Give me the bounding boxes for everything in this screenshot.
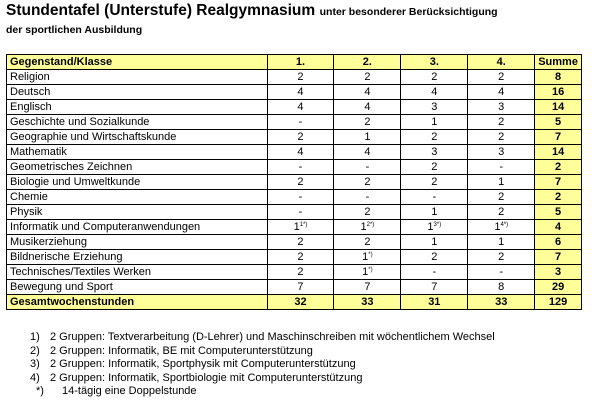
hours-class-1 [267, 190, 334, 205]
table-row [7, 160, 582, 175]
hours-value: 2 [431, 176, 438, 188]
hours-class-1 [267, 235, 334, 250]
subject-cell: Geschichte und Sozialkunde [7, 115, 268, 130]
hours-class-3 [401, 250, 468, 265]
hours-class-4 [468, 250, 535, 265]
table-row [7, 190, 582, 205]
sum-cell: 29 [535, 280, 582, 295]
hours-value: - [432, 191, 437, 203]
document-title [6, 2, 606, 39]
sum-cell: 14 [535, 100, 582, 115]
hours-value: 4 [297, 146, 304, 158]
footnote-number: 3) [30, 358, 40, 371]
hours-class-4 [468, 205, 535, 220]
subject-cell: Technisches/Textiles Werken [7, 265, 268, 280]
title-main: Stundentafel (Unterstufe) Realgymnasium [6, 2, 316, 19]
hours-class-2 [334, 100, 401, 115]
hours-value: 1 [364, 131, 371, 143]
table-row [7, 145, 582, 160]
hours-value: 1 [498, 236, 505, 248]
header-class-1: 1. [267, 55, 334, 70]
hours-class-1 [267, 265, 334, 280]
hours-value: - [432, 266, 437, 278]
hours-value: 1 [431, 236, 438, 248]
hours-value: 1 [494, 221, 501, 233]
hours-value: - [365, 161, 370, 173]
hours-value: 2 [297, 236, 304, 248]
hours-value: 2 [364, 176, 371, 188]
title-subtitle-inline: unter besonderer Berücksichtigung [319, 6, 498, 18]
hours-class-3 [401, 160, 468, 175]
hours-value: 3 [431, 101, 438, 113]
hours-class-2 [334, 190, 401, 205]
hours-class-1 [267, 70, 334, 85]
footnote-marker: 4*) [500, 222, 509, 228]
hours-value: 3 [498, 101, 505, 113]
hours-value: 7 [431, 281, 438, 293]
hours-class-2 [334, 250, 401, 265]
hours-value: 2 [297, 176, 304, 188]
hours-value: - [499, 266, 504, 278]
hours-value: 3 [431, 146, 438, 158]
hours-class-1 [267, 100, 334, 115]
hours-class-2 [334, 70, 401, 85]
subject-cell: Mathematik [7, 145, 268, 160]
hours-value: 2 [498, 116, 505, 128]
hours-class-1 [267, 175, 334, 190]
hours-class-4 [468, 280, 535, 295]
hours-value: 2 [364, 71, 371, 83]
hours-value: 2 [498, 71, 505, 83]
footnote-text: 2 Gruppen: Informatik, Sportbiologie mit Computerunterstützung [50, 371, 363, 384]
header-subject: Gegenstand/Klasse [7, 55, 268, 70]
hours-value: 2 [498, 131, 505, 143]
hours-class-2 [334, 280, 401, 295]
subject-cell: Bewegung und Sport [7, 280, 268, 295]
footnotes [30, 331, 495, 399]
hours-class-1 [267, 85, 334, 100]
hours-class-2 [334, 205, 401, 220]
hours-value: 2 [498, 251, 505, 263]
sum-cell: 4 [535, 220, 582, 235]
table-row [7, 280, 582, 295]
footnote-marker: 1*) [299, 222, 308, 228]
hours-value: 4 [431, 86, 438, 98]
table-row [7, 265, 582, 280]
hours-class-3 [401, 220, 468, 235]
hours-class-2 [334, 220, 401, 235]
table-row [7, 70, 582, 85]
hours-value: - [365, 191, 370, 203]
sum-cell: 5 [535, 205, 582, 220]
subject-cell: Chemie [7, 190, 268, 205]
footnote-text: 14-tägig eine Doppelstunde [62, 385, 197, 398]
subject-cell: Religion [7, 70, 268, 85]
hours-value: 2 [431, 251, 438, 263]
header-sum: Summe [535, 55, 582, 70]
subject-cell: Bildnerische Erziehung [7, 250, 268, 265]
hours-value: 2 [498, 191, 505, 203]
hours-value: - [298, 206, 303, 218]
subject-cell: Geometrisches Zeichnen [7, 160, 268, 175]
hours-class-1 [267, 250, 334, 265]
sum-cell: 7 [535, 130, 582, 145]
hours-value: 4 [364, 86, 371, 98]
hours-value: 2 [297, 251, 304, 263]
hours-class-3 [401, 70, 468, 85]
hours-value: 2 [431, 71, 438, 83]
hours-class-2 [334, 85, 401, 100]
hours-class-1 [267, 220, 334, 235]
table-row [7, 130, 582, 145]
footnote-marker: 2*) [366, 222, 375, 228]
footnote-number: 4) [30, 371, 40, 384]
hours-value: 4 [498, 86, 505, 98]
hours-class-4 [468, 115, 535, 130]
subject-cell: Deutsch [7, 85, 268, 100]
hours-value: 4 [297, 86, 304, 98]
hours-value: 4 [364, 101, 371, 113]
hours-class-1 [267, 115, 334, 130]
total-class-4: 33 [468, 295, 535, 310]
hours-class-3 [401, 175, 468, 190]
hours-class-4 [468, 265, 535, 280]
hours-class-1 [267, 145, 334, 160]
sum-cell: 2 [535, 160, 582, 175]
hours-value: 2 [498, 206, 505, 218]
table-row [7, 250, 582, 265]
footnote-text: 2 Gruppen: Informatik, BE mit Computerunterstützung [50, 344, 313, 357]
hours-class-4 [468, 85, 535, 100]
table-row [7, 100, 582, 115]
hours-class-2 [334, 160, 401, 175]
hours-class-4 [468, 235, 535, 250]
hours-class-1 [267, 130, 334, 145]
footnote-number: 1) [30, 331, 40, 343]
sum-cell: 2 [535, 190, 582, 205]
subject-cell: Physik [7, 205, 268, 220]
header-class-3: 3. [401, 55, 468, 70]
hours-value: 2 [431, 161, 438, 173]
table-body [7, 70, 582, 295]
header-class-2: 2. [334, 55, 401, 70]
hours-class-3 [401, 100, 468, 115]
hours-class-3 [401, 130, 468, 145]
hours-value: 1 [498, 176, 505, 188]
sum-cell: 14 [535, 145, 582, 160]
table-header-row [7, 55, 582, 70]
sum-cell: 3 [535, 265, 582, 280]
hours-class-2 [334, 115, 401, 130]
timetable [6, 54, 582, 310]
hours-class-3 [401, 190, 468, 205]
hours-class-3 [401, 265, 468, 280]
footnote [30, 345, 495, 359]
footnote-text: 2 Gruppen: Textverarbeitung (D-Lehrer) und Maschinschreiben mit wöchentlichem Wechsel [50, 331, 495, 343]
total-class-1: 32 [267, 295, 334, 310]
hours-value: 4 [364, 146, 371, 158]
title-subtitle-line2: der sportlichen Ausbildung [6, 24, 143, 37]
footnote-marker: *) [368, 267, 373, 273]
table-row [7, 235, 582, 250]
table-row [7, 175, 582, 190]
sum-cell: 7 [535, 175, 582, 190]
hours-class-2 [334, 145, 401, 160]
total-row [7, 295, 582, 310]
hours-value: 1 [362, 251, 369, 263]
hours-class-3 [401, 85, 468, 100]
hours-class-4 [468, 160, 535, 175]
hours-class-4 [468, 220, 535, 235]
hours-class-4 [468, 175, 535, 190]
subject-cell: Informatik und Computeranwendungen [7, 220, 268, 235]
subject-cell: Biologie und Umweltkunde [7, 175, 268, 190]
sum-cell: 16 [535, 85, 582, 100]
subject-cell: Musikerziehung [7, 235, 268, 250]
total-class-3: 31 [401, 295, 468, 310]
hours-value: 2 [364, 116, 371, 128]
hours-value: 1 [427, 221, 434, 233]
hours-class-4 [468, 100, 535, 115]
hours-value: 3 [498, 146, 505, 158]
hours-value: 2 [297, 71, 304, 83]
hours-class-2 [334, 130, 401, 145]
hours-class-3 [401, 145, 468, 160]
hours-value: 7 [364, 281, 371, 293]
subject-cell: Geographie und Wirtschaftskunde [7, 130, 268, 145]
hours-class-2 [334, 235, 401, 250]
table-row [7, 85, 582, 100]
hours-value: 2 [431, 131, 438, 143]
footnote-marker: 3*) [433, 222, 442, 228]
footnote [30, 331, 495, 345]
hours-value: - [298, 161, 303, 173]
hours-value: 1 [431, 206, 438, 218]
sum-cell: 7 [535, 250, 582, 265]
sum-cell: 8 [535, 70, 582, 85]
hours-class-2 [334, 265, 401, 280]
hours-value: 1 [293, 221, 300, 233]
hours-value: 1 [431, 116, 438, 128]
hours-value: 8 [498, 281, 505, 293]
hours-class-1 [267, 205, 334, 220]
hours-class-4 [468, 130, 535, 145]
hours-class-3 [401, 205, 468, 220]
hours-class-3 [401, 115, 468, 130]
hours-class-4 [468, 190, 535, 205]
hours-value: 1 [360, 221, 367, 233]
hours-value: - [298, 191, 303, 203]
hours-value: 2 [364, 236, 371, 248]
footnote [30, 372, 495, 386]
table-row [7, 220, 582, 235]
header-class-4: 4. [468, 55, 535, 70]
hours-class-1 [267, 160, 334, 175]
footnote-text: 2 Gruppen: Informatik, Sportphysik mit Computerunterstützung [50, 358, 356, 371]
hours-class-4 [468, 70, 535, 85]
total-class-2: 33 [334, 295, 401, 310]
footnote [30, 358, 495, 372]
hours-value: 4 [297, 101, 304, 113]
hours-value: 2 [297, 266, 304, 278]
subject-cell: Englisch [7, 100, 268, 115]
total-sum: 129 [535, 295, 582, 310]
hours-value: 2 [364, 206, 371, 218]
hours-class-3 [401, 235, 468, 250]
hours-class-4 [468, 145, 535, 160]
hours-value: 7 [297, 281, 304, 293]
hours-class-2 [334, 175, 401, 190]
sum-cell: 5 [535, 115, 582, 130]
hours-value: 2 [297, 131, 304, 143]
footnote-marker: *) [368, 252, 373, 258]
hours-value: - [298, 116, 303, 128]
hours-value: - [499, 161, 504, 173]
hours-class-1 [267, 280, 334, 295]
table-row [7, 205, 582, 220]
hours-value: 1 [362, 266, 369, 278]
table-row [7, 115, 582, 130]
hours-class-3 [401, 280, 468, 295]
total-label: Gesamtwochenstunden [7, 295, 268, 310]
footnote [30, 385, 495, 399]
footnote-number: 2) [30, 344, 40, 357]
sum-cell: 6 [535, 235, 582, 250]
footnote-number: *) [36, 385, 44, 398]
